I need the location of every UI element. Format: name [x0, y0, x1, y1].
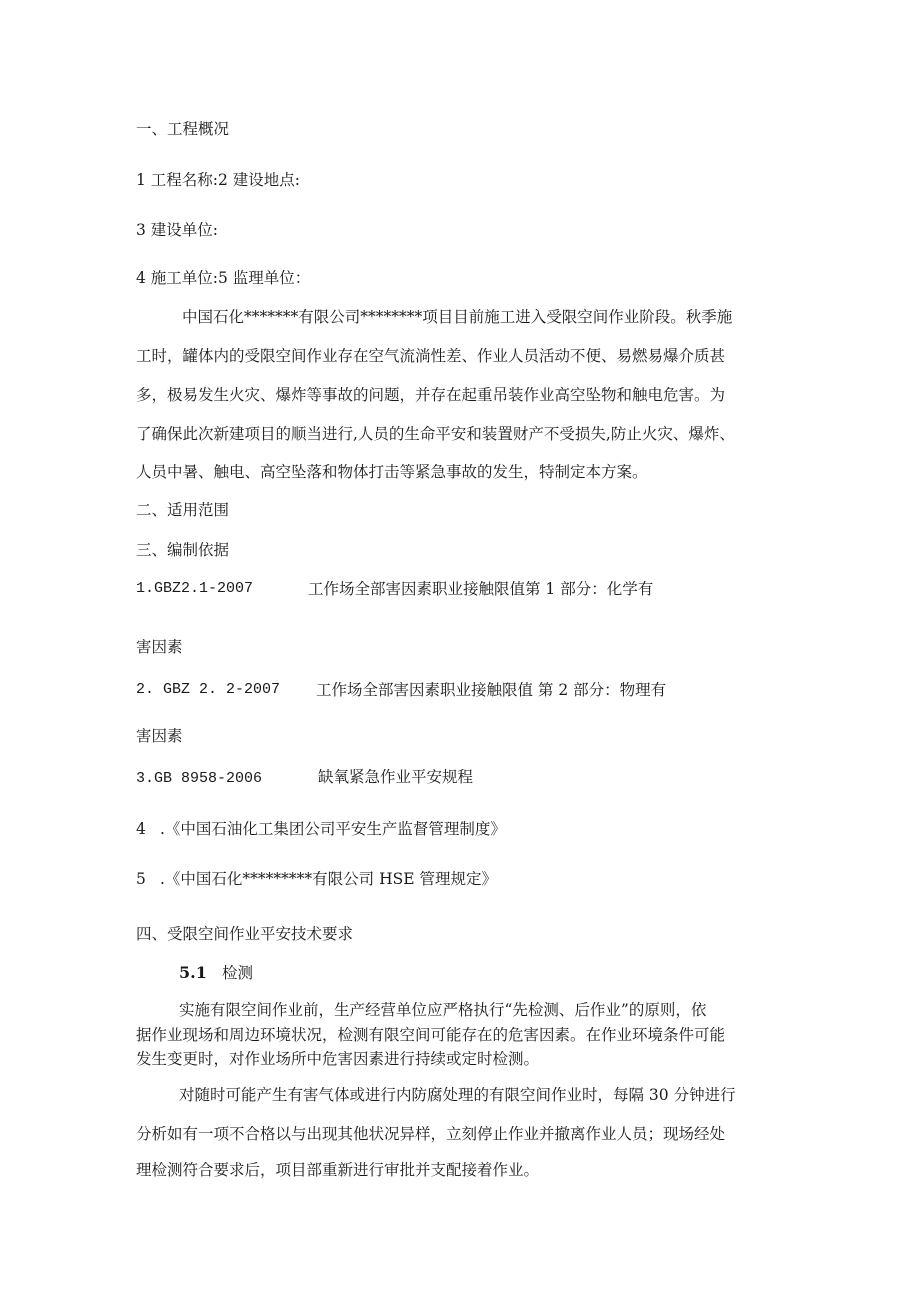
reference-5-number: 5 [136, 870, 146, 888]
interval-paragraph-line: 理检测符合要求后，项目部重新进行审批并支配接着作业。 [136, 1161, 540, 1179]
section-heading-technical-requirements: 四、受限空间作业平安技术要求 [136, 925, 354, 943]
detection-paragraph-line: 发生变更时，对作业场所中危害因素进行持续或定时检测。 [136, 1050, 540, 1068]
project-name-location-line: 1 工程名称:2 建设地点: [136, 171, 301, 189]
section-heading-basis: 三、编制依据 [136, 541, 230, 559]
reference-3-code: 3.GB 8958-2006 [136, 770, 263, 787]
reference-4-title: .《中国石油化工集团公司平安生产监督管理制度》 [160, 820, 506, 838]
overview-paragraph-line: 了确保此次新建项目的顺当进行,人员的生命平安和装置财产不受损失,防止火灾、爆炸、 [136, 425, 735, 443]
subsection-title-detection: 检测 [222, 964, 254, 982]
construction-unit-line: 3 建设单位: [136, 221, 219, 239]
interval-paragraph-line: 对随时可能产生有害气体或进行内防腐处理的有限空间作业时，每隔 30 分钟进行 [179, 1086, 736, 1104]
overview-paragraph-line: 人员中暑、触电、高空坠落和物体打击等紧急事故的发生，特制定本方案。 [136, 463, 648, 481]
reference-1-code: 1.GBZ2.1-2007 [136, 580, 254, 597]
reference-1-title: 工作场全部害因素职业接触限值第 1 部分：化学有 [308, 580, 654, 598]
reference-4-number: 4 [136, 820, 146, 838]
contractor-supervisor-line: 4 施工单位:5 监理单位： [136, 269, 311, 287]
detection-paragraph-line: 据作业现场和周边环境状况，检测有限空间可能存在的危害因素。在作业环境条件可能 [136, 1026, 726, 1044]
overview-paragraph-line: 工时，罐体内的受限空间作业存在空气流淌性差、作业人员活动不便、易燃易爆介质甚 [136, 347, 726, 365]
detection-paragraph-line: 实施有限空间作业前，生产经营单位应严格执行“先检测、后作业”的原则，依 [179, 1001, 707, 1019]
subsection-number: 5.1 [179, 963, 207, 982]
interval-paragraph-line: 分析如有一项不合格以与出现其他状况异样，立刻停止作业并撤离作业人员；现场经处 [136, 1125, 726, 1143]
reference-2-title: 工作场全部害因素职业接触限值 第 2 部分：物理有 [316, 681, 667, 699]
reference-1-continuation: 害因素 [136, 638, 183, 656]
reference-5-title: .《中国石化*********有限公司 HSE 管理规定》 [160, 870, 497, 888]
overview-paragraph-line: 多，极易发生火灾、爆炸等事故的问题，并存在起重吊装作业高空坠物和触电危害。为 [136, 386, 726, 404]
reference-2-continuation: 害因素 [136, 727, 183, 745]
reference-2-code: 2. GBZ 2. 2-2007 [136, 681, 281, 698]
section-heading-overview: 一、工程概况 [136, 120, 230, 138]
overview-paragraph-line: 中国石化*******有限公司********项目目前施工进入受限空间作业阶段。秋季施 [182, 308, 733, 326]
section-heading-scope: 二、适用范围 [136, 501, 230, 519]
reference-3-title: 缺氧紧急作业平安规程 [318, 768, 474, 786]
